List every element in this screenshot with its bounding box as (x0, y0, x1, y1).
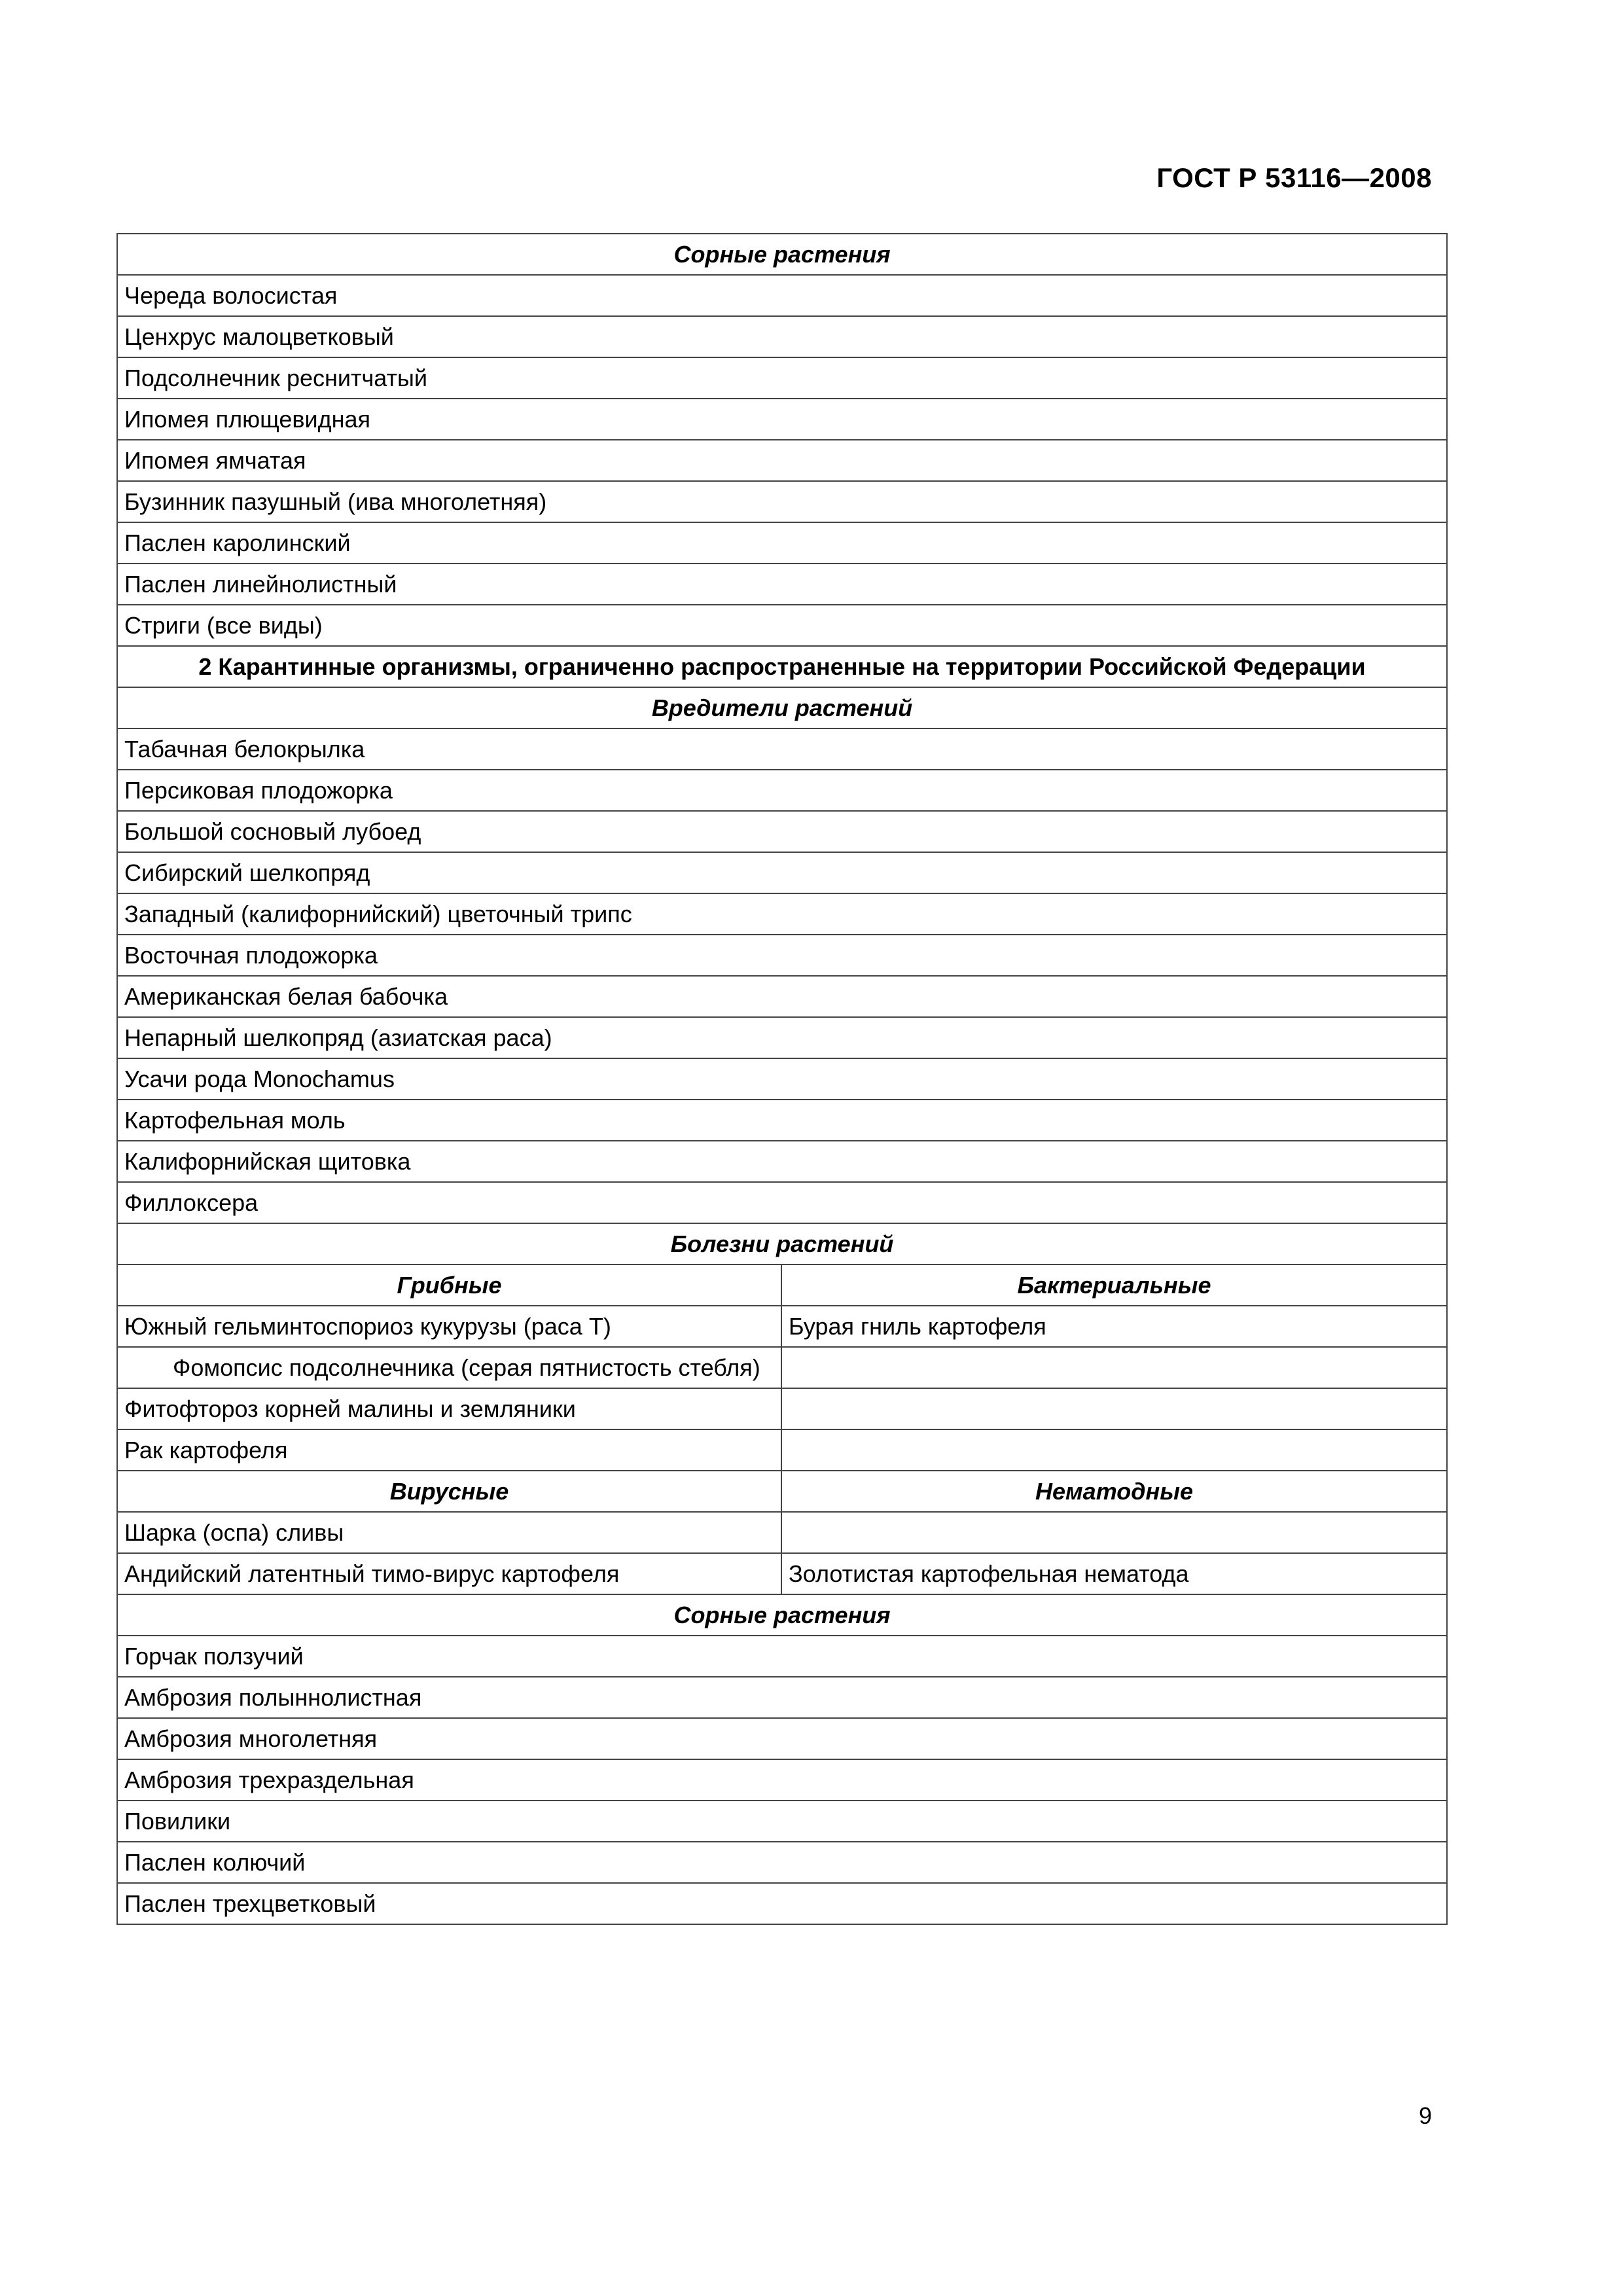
list-item: Череда волосистая (117, 275, 1447, 316)
list-item: Паслен линейнолистный (117, 564, 1447, 605)
table-row (117, 1594, 1447, 1636)
table-row (117, 646, 1447, 687)
list-item: Подсолнечник реснитчатый (117, 357, 1447, 399)
table-row (117, 852, 1447, 893)
list-item: Персиковая плодожорка (117, 770, 1447, 811)
table-row (117, 1017, 1447, 1058)
list-item: Повилики (117, 1801, 1447, 1842)
viral-header: Вирусные (117, 1471, 781, 1512)
table-row (117, 1388, 1447, 1429)
fungal-item: Рак картофеля (117, 1429, 781, 1471)
table-row (117, 357, 1447, 399)
bacterial-header: Бактериальные (781, 1265, 1447, 1306)
fungal-item: Фитофтороз корней малины и земляники (117, 1388, 781, 1429)
list-item: Амброзия полыннолистная (117, 1677, 1447, 1718)
table-row (117, 1347, 1447, 1388)
bacterial-item (781, 1347, 1447, 1388)
table-row (117, 1100, 1447, 1141)
table-row (117, 935, 1447, 976)
table-row (117, 770, 1447, 811)
bacterial-item (781, 1429, 1447, 1471)
list-item: Большой сосновый лубоед (117, 811, 1447, 852)
table-row (117, 440, 1447, 481)
list-item: Сибирский шелкопряд (117, 852, 1447, 893)
weeds-header: Сорные растения (117, 234, 1447, 275)
list-item: Ценхрус малоцветковый (117, 316, 1447, 357)
list-item: Ипомея плющевидная (117, 399, 1447, 440)
list-item: Паслен трехцветковый (117, 1883, 1447, 1924)
table-row (117, 275, 1447, 316)
nematode-item: Золотистая картофельная нематода (781, 1553, 1447, 1594)
quarantine-organisms-table (116, 233, 1448, 1925)
table-row (117, 1801, 1447, 1842)
list-item: Американская белая бабочка (117, 976, 1447, 1017)
fungal-header: Грибные (117, 1265, 781, 1306)
bacterial-item (781, 1388, 1447, 1429)
document-id: ГОСТ Р 53116—2008 (1156, 162, 1432, 193)
list-item: Стриги (все виды) (117, 605, 1447, 646)
table-row (117, 687, 1447, 728)
table-row (117, 1182, 1447, 1223)
table-row (117, 1553, 1447, 1594)
diseases-header: Болезни растений (117, 1223, 1447, 1265)
section-2-title: 2 Карантинные организмы, ограниченно распространенные на территории Российской Федерации (117, 646, 1447, 687)
table-row (117, 728, 1447, 770)
table-row (117, 316, 1447, 357)
table-row (117, 1677, 1447, 1718)
list-item: Бузинник пазушный (ива многолетняя) (117, 481, 1447, 522)
table-row (117, 893, 1447, 935)
weeds-header: Сорные растения (117, 1594, 1447, 1636)
page-number: 9 (1418, 2102, 1432, 2129)
table-row (117, 1471, 1447, 1512)
table-row (117, 976, 1447, 1017)
fungal-item: Фомопсис подсолнечника (серая пятнистость стебля) (117, 1347, 781, 1388)
list-item: Восточная плодожорка (117, 935, 1447, 976)
list-item: Ипомея ямчатая (117, 440, 1447, 481)
list-item: Паслен колючий (117, 1842, 1447, 1883)
nematode-item (781, 1512, 1447, 1553)
list-item: Паслен каролинский (117, 522, 1447, 564)
list-item: Амброзия трехраздельная (117, 1759, 1447, 1801)
list-item: Западный (калифорнийский) цветочный трипс (117, 893, 1447, 935)
pests-header: Вредители растений (117, 687, 1447, 728)
table-row (117, 1512, 1447, 1553)
nematode-header: Нематодные (781, 1471, 1447, 1512)
list-item: Непарный шелкопряд (азиатская раса) (117, 1017, 1447, 1058)
table-row (117, 1223, 1447, 1265)
list-item: Амброзия многолетняя (117, 1718, 1447, 1759)
table-row (117, 234, 1447, 275)
table-row (117, 1759, 1447, 1801)
table-row (117, 1058, 1447, 1100)
table-row (117, 1842, 1447, 1883)
table-row (117, 1883, 1447, 1924)
list-item: Табачная белокрылка (117, 728, 1447, 770)
list-item: Картофельная моль (117, 1100, 1447, 1141)
table-row (117, 399, 1447, 440)
list-item: Калифорнийская щитовка (117, 1141, 1447, 1182)
table-row (117, 1306, 1447, 1347)
table-row (117, 1718, 1447, 1759)
table-row (117, 481, 1447, 522)
table-row (117, 1141, 1447, 1182)
list-item: Горчак ползучий (117, 1636, 1447, 1677)
table-row (117, 1265, 1447, 1306)
viral-item: Андийский латентный тимо-вирус картофеля (117, 1553, 781, 1594)
table-row (117, 564, 1447, 605)
table-row (117, 522, 1447, 564)
table-row (117, 811, 1447, 852)
fungal-item: Южный гельминтоспориоз кукурузы (раса Т) (117, 1306, 781, 1347)
viral-item: Шарка (оспа) сливы (117, 1512, 781, 1553)
bacterial-item: Бурая гниль картофеля (781, 1306, 1447, 1347)
table-row (117, 1429, 1447, 1471)
list-item: Усачи рода Monochamus (117, 1058, 1447, 1100)
table-row (117, 1636, 1447, 1677)
table-row (117, 605, 1447, 646)
list-item: Филлоксера (117, 1182, 1447, 1223)
